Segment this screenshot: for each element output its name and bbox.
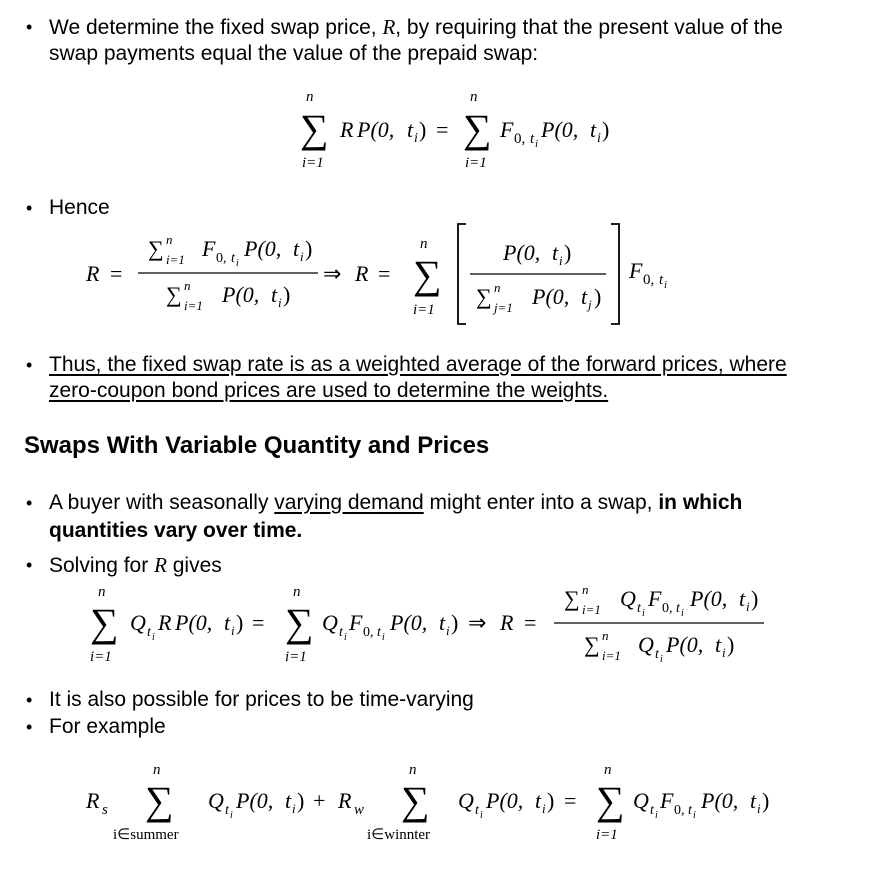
paren: ) [594,284,602,309]
underlined-text: varying demand [274,491,424,514]
sub-i: i [414,131,418,146]
sum-sign: ∑ [413,252,442,297]
paren: ) [602,117,610,142]
equation-3 [0,578,884,668]
bullet-text-6: It is also possible for prices to be time-varying [49,688,474,711]
var-t: t [293,236,300,261]
bullet-dot: • [26,493,33,513]
sub-t: t [655,647,659,662]
sum-sign: ∑ [148,236,164,261]
sub-i: i [655,810,658,821]
sum-upper: n [293,584,301,600]
text-segment: A buyer with seasonally [49,491,275,514]
sum-upper: n [420,236,428,252]
var-F: F [500,117,514,142]
bullet-text-3: Thus, the fixed swap rate is as a weighted average of the forward prices, where [49,353,787,376]
p-func: P(0, [236,788,274,813]
sub-t: t [147,625,151,640]
var-t: t [715,632,722,657]
var-R: R [86,788,100,813]
sum-upper: n [184,278,191,293]
sum-sign: ∑ [564,586,580,611]
sub-i: i [292,801,296,816]
p-func: P(0, [541,117,579,142]
text-segment: Solving for [49,554,155,577]
var-Q: Q [130,610,146,635]
var-Q: Q [458,788,474,813]
p-func: P(0, [244,236,282,261]
sub-i: i [446,623,450,638]
sub-i: i [231,623,235,638]
paren: ) [419,117,427,142]
sum-lower: i=1 [90,649,112,665]
p-func: P(0, [503,240,541,265]
sub-i: i [757,801,761,816]
sub-s: s [102,802,108,818]
math-var: R [154,553,167,577]
sub: 0, [643,272,655,288]
var-F: F [349,610,363,635]
sub-i: i [681,608,684,619]
sum-upper: n [98,584,106,600]
var-R: R [500,610,514,635]
sub-t: t [650,803,654,818]
paren: ) [451,610,459,635]
paren: ) [547,788,555,813]
var-t: t [224,610,231,635]
sum-lower: i=1 [596,827,618,843]
sub-t: t [688,803,692,818]
sub-t: t [339,625,343,640]
var-F: F [202,236,216,261]
sub-t: t [225,803,229,818]
sub-i: i [236,258,239,269]
implies: ⇒ [323,261,342,286]
sub-i: i [382,632,385,643]
var-t: t [285,788,292,813]
math-var: R [382,15,396,39]
var-R: R [338,788,352,813]
sub-i: i [152,632,155,643]
p-func: P(0, [222,282,260,307]
sum-upper: n [409,762,417,778]
section-heading: Swaps With Variable Quantity and Prices [24,432,490,459]
sub-i: i [746,599,750,614]
sub-t: t [530,131,535,147]
var-t: t [581,284,588,309]
text-segment: might enter into a swap, [423,491,659,514]
plus: + [313,788,326,813]
sub-i: i [344,632,347,643]
sum-sign: ∑ [90,600,119,645]
sub-t: t [475,803,479,818]
sum-lower: i=1 [302,155,324,171]
equals: = [564,788,577,813]
sum-lower: i∈summer [113,827,179,843]
var-t: t [590,117,597,142]
bullet-dot: • [26,555,33,575]
sum-upper: n [604,762,612,778]
sum-upper: n [166,232,173,247]
sub-j: j [588,297,592,312]
paren: ) [762,788,770,813]
sub-i: i [642,608,645,619]
bullet-dot: • [26,717,33,737]
bullet-text-4-line2: quantities vary over time. [49,519,303,542]
equals: = [110,261,123,286]
equation-2 [0,220,884,330]
paren: ) [305,236,313,261]
bullet-dot: • [26,17,33,37]
sub-t: t [377,625,381,640]
sum-lower: i=1 [602,648,621,663]
equation-4 [0,762,884,862]
var-Q: Q [322,610,338,635]
sub-i: i [300,249,304,264]
p-func: P(0, [357,117,395,142]
bullet-dot: • [26,355,33,375]
equals: = [524,610,537,635]
sub-i: i [722,645,726,660]
sub-i: i [660,654,663,665]
sub-i: i [597,131,601,146]
equals: = [378,261,391,286]
equals: = [252,610,265,635]
right-bracket [611,224,619,324]
sum-sign: ∑ [401,778,430,823]
sum-sign: ∑ [285,600,314,645]
sum-lower: i=1 [166,252,185,267]
bullet-text-3-line2: zero-coupon bond prices are used to determine the weights. [49,379,609,402]
var-t: t [750,788,757,813]
p-func: P(0, [532,284,570,309]
sub-t: t [659,272,664,288]
var-t: t [271,282,278,307]
sub-i: i [559,253,563,268]
sub-i: i [664,279,668,291]
sub-i: i [480,810,483,821]
sum-sign: ∑ [166,282,182,307]
var-F: F [648,586,662,611]
text-segment: , by requiring that the present value of the [395,16,783,39]
var-t: t [535,788,542,813]
sum-lower: i=1 [413,302,435,318]
var-t: t [439,610,446,635]
paren: ) [727,632,735,657]
p-func: P(0, [701,788,739,813]
var-F: F [629,258,643,283]
var-R: R [86,261,100,286]
sub-i: i [693,810,696,821]
sum-upper: n [602,628,609,643]
sum-lower: j=1 [494,300,513,315]
sum-sign: ∑ [584,632,600,657]
paren: ) [236,610,244,635]
bullet-text-1 [49,14,783,41]
text-segment: We determine the fixed swap price, [49,16,383,39]
var-R: R [158,610,172,635]
var-Q: Q [620,586,636,611]
sub-t: t [231,251,235,266]
sum-upper: n [306,89,314,105]
paren: ) [564,240,572,265]
paren: ) [751,586,759,611]
sum-sign: ∑ [145,778,174,823]
bold-text: in which [658,491,743,514]
var-R: R [340,117,354,142]
equation-1 [0,85,884,175]
p-func: P(0, [486,788,524,813]
bullet-text-7: For example [49,715,166,738]
text-segment: gives [166,554,222,577]
var-R: R [355,261,369,286]
sum-upper: n [494,280,501,295]
sum-sign: ∑ [476,284,492,309]
bullet-dot: • [26,198,33,218]
sum-lower: i=1 [582,602,601,617]
sub-t: t [637,601,641,616]
implies: ⇒ [468,610,487,635]
sub-i: i [535,138,539,150]
paren: ) [283,282,291,307]
bullet-text-2: Hence [49,196,110,219]
bullet-text-5 [49,552,222,579]
var-Q: Q [633,788,649,813]
p-func: P(0, [690,586,728,611]
bullet-text-1-line2: swap payments equal the value of the prepaid swap: [49,42,539,65]
sub: 0, [662,601,673,616]
var-Q: Q [208,788,224,813]
left-bracket [458,224,466,324]
var-F: F [660,788,674,813]
sub-i: i [278,295,282,310]
sub: 0, [363,625,374,640]
sum-sign: ∑ [463,106,492,151]
sum-lower: i∈winnter [367,827,431,843]
sum-lower: i=1 [465,155,487,171]
var-t: t [407,117,414,142]
var-Q: Q [638,632,654,657]
p-func: P(0, [175,610,213,635]
paren: ) [297,788,305,813]
var-t: t [739,586,746,611]
sub: 0, [514,131,526,147]
sum-lower: i=1 [184,298,203,313]
sub-t: t [676,601,680,616]
sum-sign: ∑ [300,106,329,151]
var-t: t [552,240,559,265]
sub: 0, [216,251,227,266]
p-func: P(0, [666,632,704,657]
sum-upper: n [582,582,589,597]
p-func: P(0, [390,610,428,635]
sub: 0, [674,803,685,818]
bullet-dot: • [26,690,33,710]
sum-upper: n [153,762,161,778]
sub-i: i [542,801,546,816]
sum-sign: ∑ [596,778,625,823]
sum-upper: n [470,89,478,105]
equals: = [436,117,449,142]
bullet-text-4 [49,490,742,516]
sum-lower: i=1 [285,649,307,665]
sub-w: w [354,802,365,818]
sub-i: i [230,810,233,821]
